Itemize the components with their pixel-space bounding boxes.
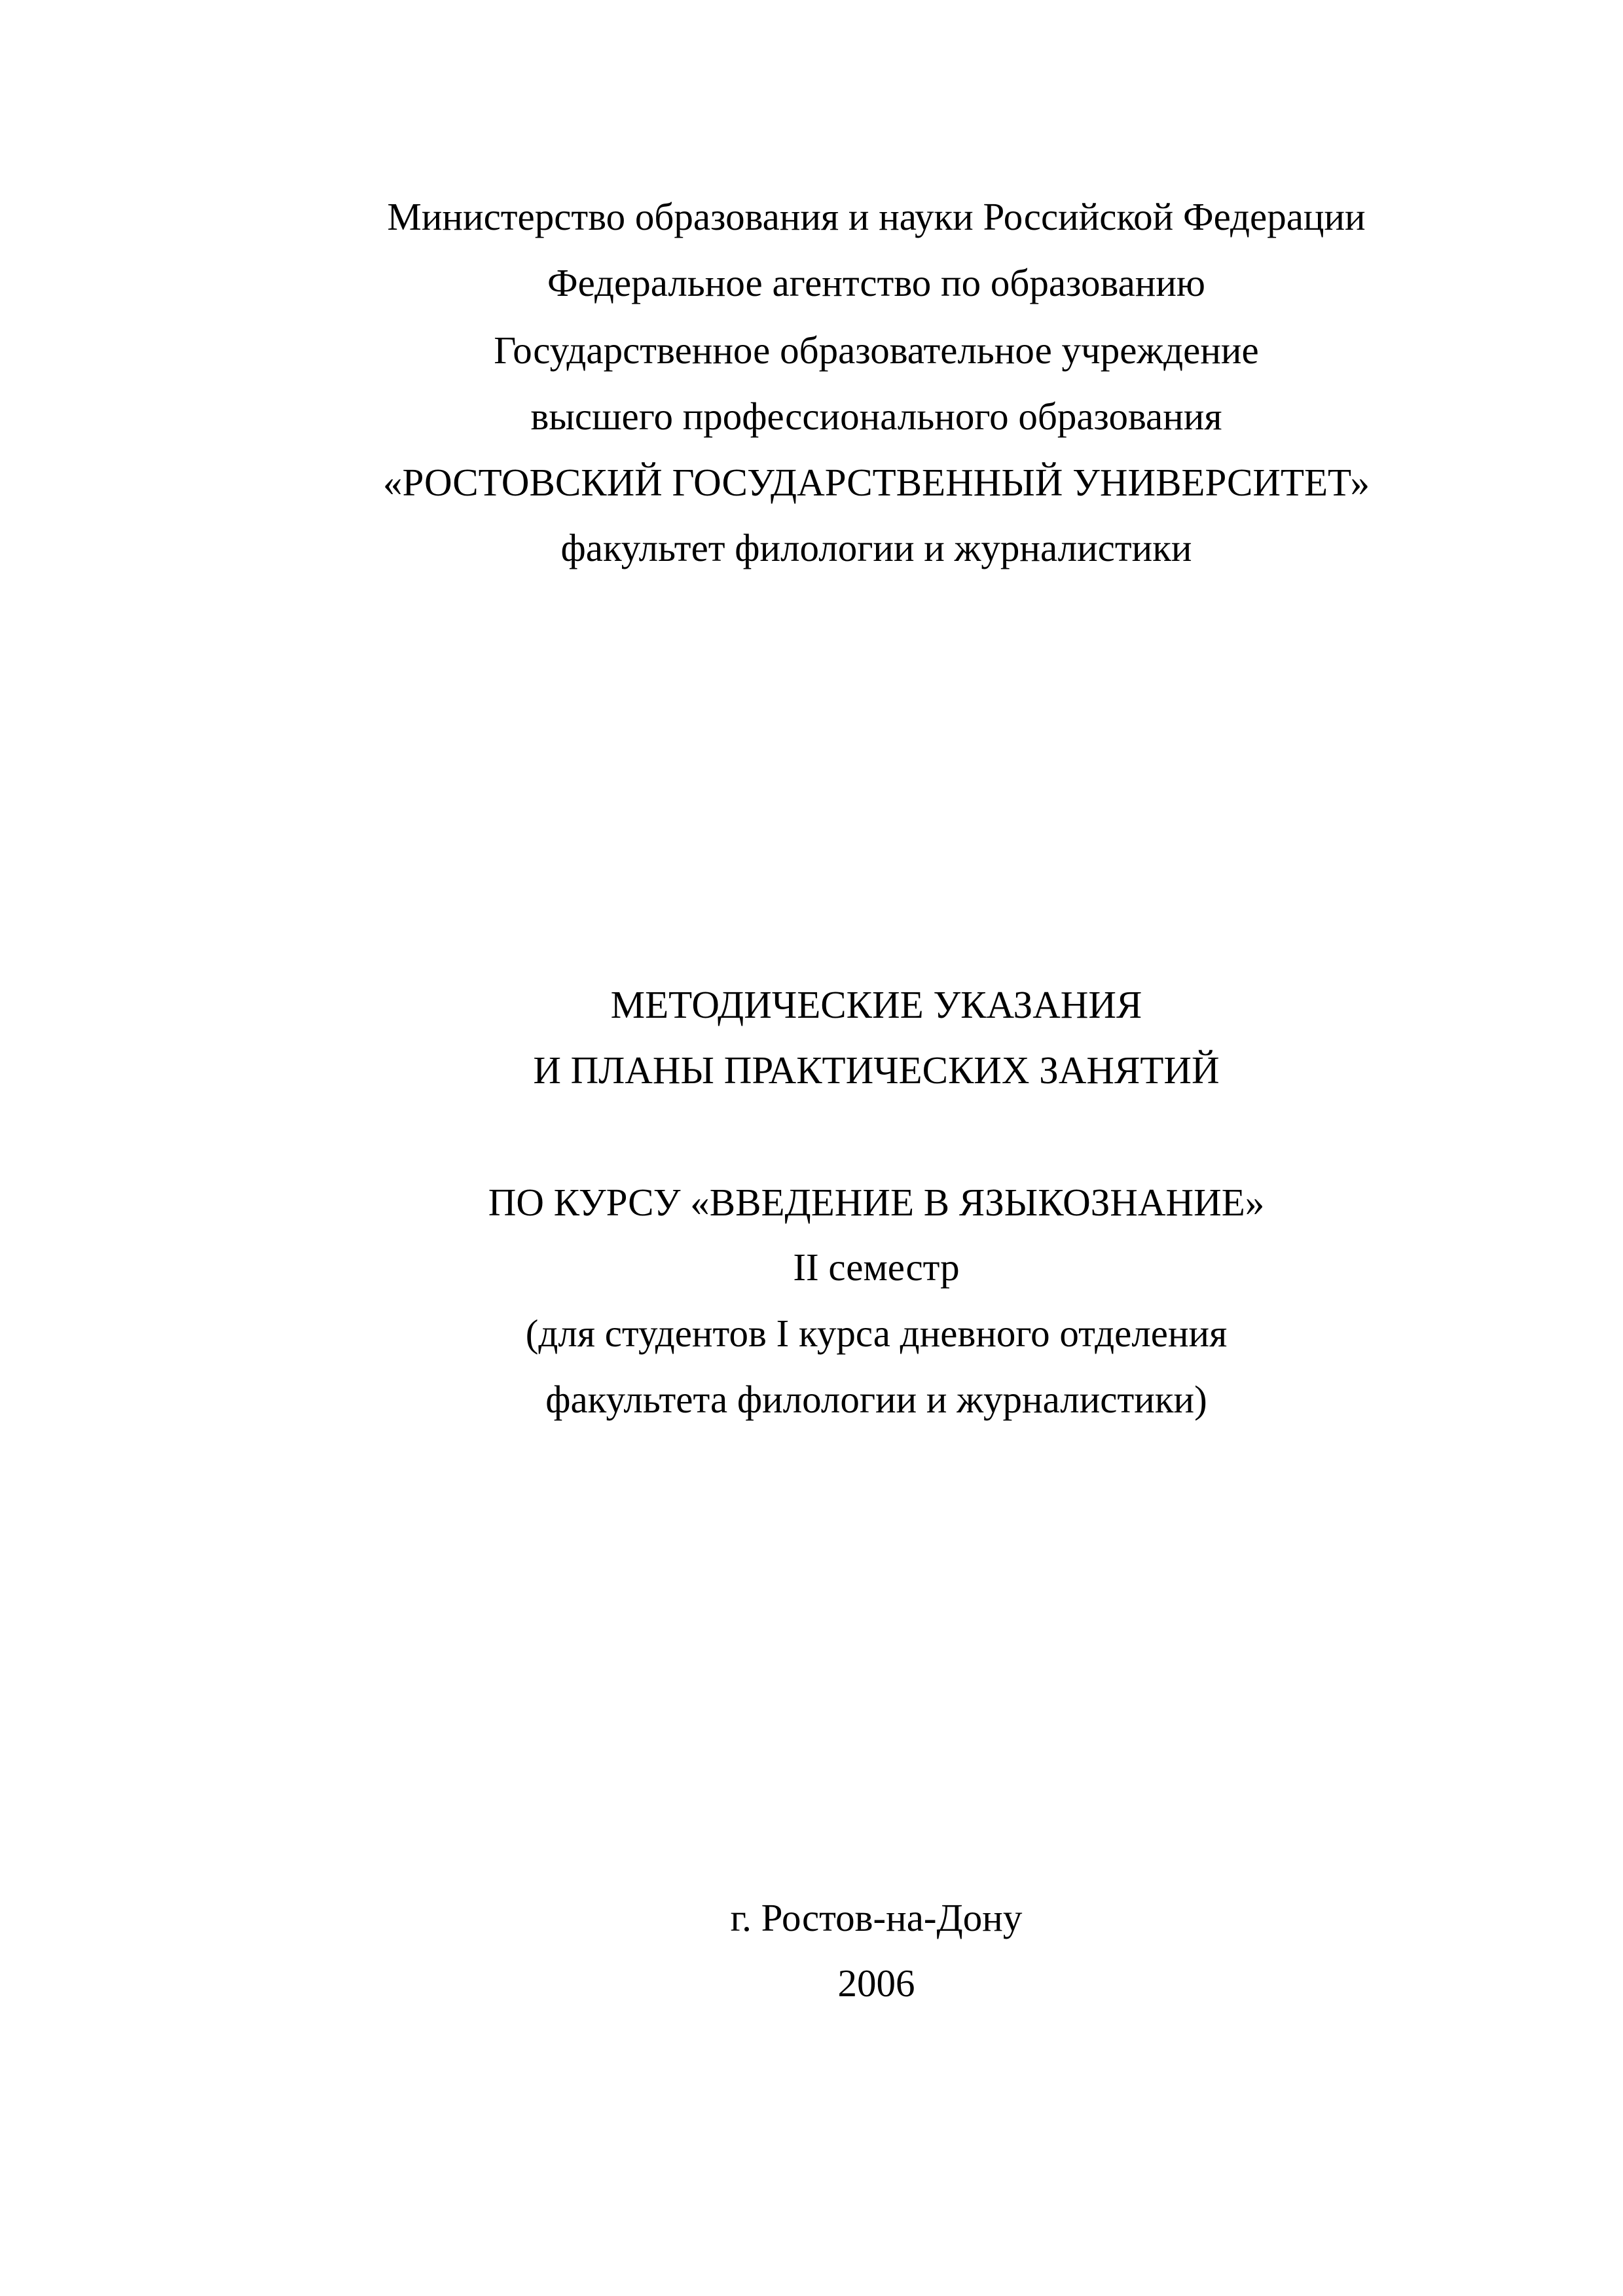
audience-line-2: факультета филологии и журналистики)	[545, 1378, 1207, 1421]
education-level-line: высшего профессионального образования	[530, 395, 1222, 438]
year: 2006	[837, 1962, 915, 2005]
course-name: ПО КУРСУ «ВВЕДЕНИЕ В ЯЗЫКОЗНАНИЕ»	[488, 1181, 1265, 1224]
ministry-line: Министерство образования и науки Российской Федерации	[387, 195, 1366, 238]
title-line-1: МЕТОДИЧЕСКИЕ УКАЗАНИЯ	[610, 983, 1142, 1026]
institution-type-line: Государственное образовательное учреждение	[494, 329, 1259, 372]
agency-line: Федеральное агентство по образованию	[547, 261, 1206, 304]
title-line-2: И ПЛАНЫ ПРАКТИЧЕСКИХ ЗАНЯТИЙ	[533, 1049, 1220, 1092]
university-name: «РОСТОВСКИЙ ГОСУДАРСТВЕННЫЙ УНИВЕРСИТЕТ»	[382, 461, 1370, 504]
city: г. Ростов-на-Дону	[730, 1896, 1023, 1939]
semester: II семестр	[793, 1246, 960, 1289]
audience-line-1: (для студентов I курса дневного отделения	[525, 1312, 1228, 1355]
faculty-line: факультет филологии и журналистики	[560, 526, 1192, 569]
